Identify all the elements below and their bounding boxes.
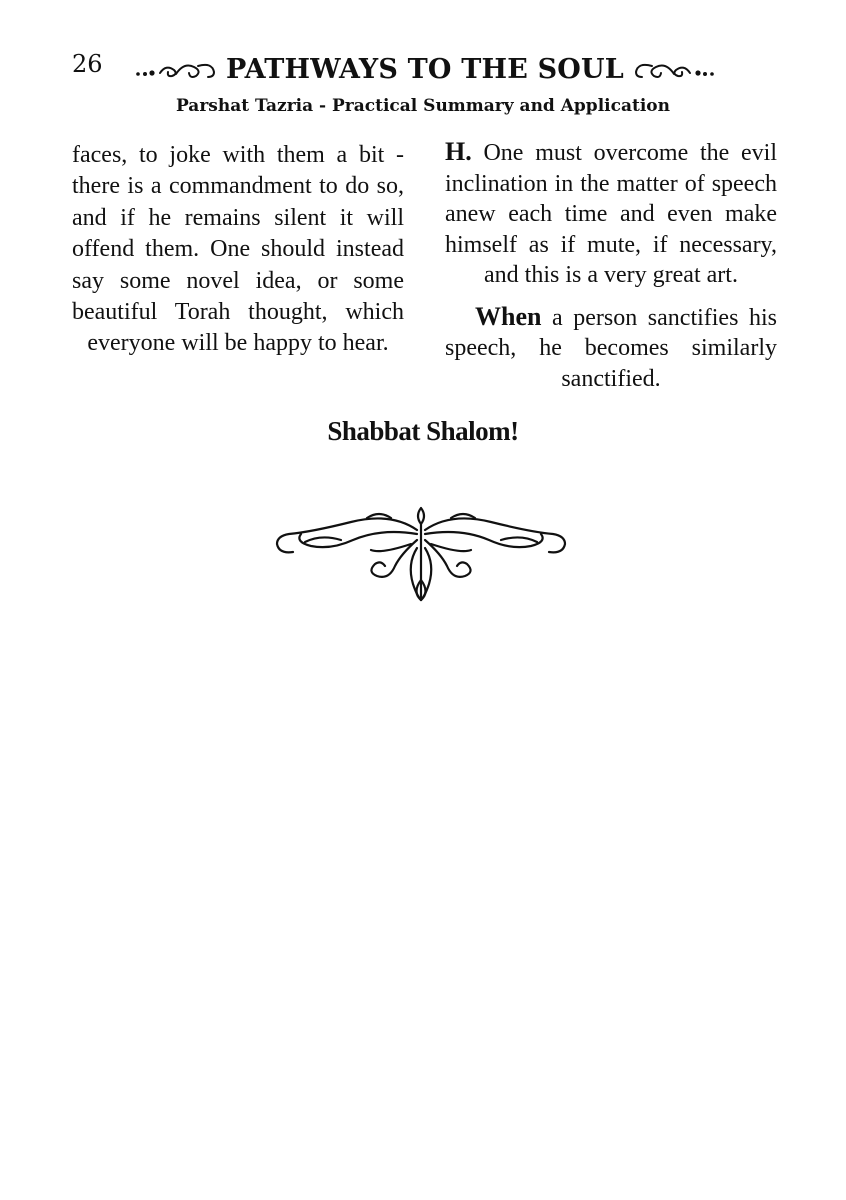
paragraph-h-lead: H. bbox=[445, 137, 472, 166]
decorative-flourish-icon bbox=[271, 504, 571, 604]
closing-greeting: Shabbat Shalom! bbox=[327, 416, 519, 446]
book-title: PATHWAYS TO THE SOUL bbox=[226, 53, 624, 85]
paragraph-h bbox=[445, 137, 777, 291]
paragraph-when-text: a person sanctifies his speech, he becomes similarly sanctified. bbox=[445, 304, 777, 392]
left-paragraph: faces, to joke with them a bit - there is a commandment to do so, and if he remains silent it will offend them. One should instead say some novel idea, or some beautiful Torah thought, which everyone will be happy to hear. bbox=[72, 142, 404, 357]
paragraph-when-lead: When bbox=[475, 301, 542, 331]
paragraph-h-text: One must overcome the evil inclination in the matter of speech anew each time and even make himself as if mute, if necessary, and this is a very great art. bbox=[445, 140, 777, 288]
section-subtitle: Parshat Tazria - Practical Summary and Application bbox=[175, 96, 670, 116]
right-column bbox=[445, 137, 777, 405]
left-header-ornament-icon bbox=[132, 58, 220, 80]
right-header-ornament-icon bbox=[630, 58, 718, 80]
running-header bbox=[130, 52, 720, 86]
left-column bbox=[72, 140, 404, 371]
page-number: 26 bbox=[72, 50, 103, 78]
paragraph-when bbox=[445, 302, 777, 395]
